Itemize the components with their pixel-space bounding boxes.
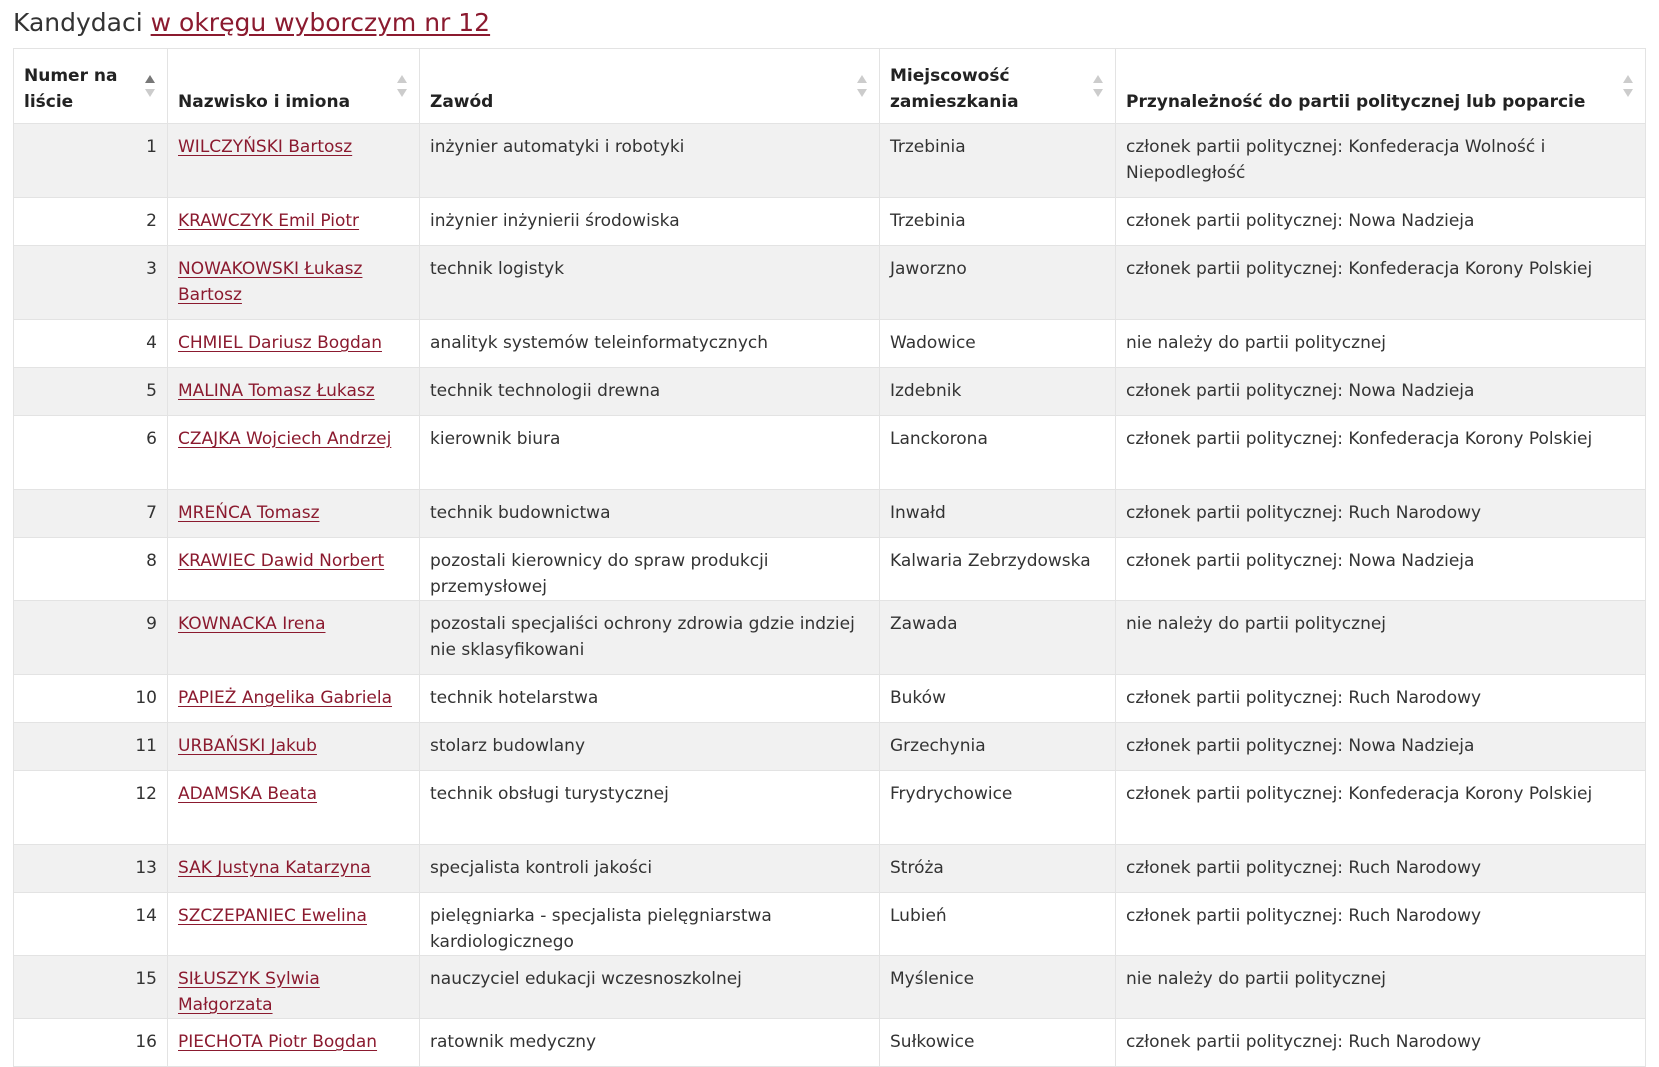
candidate-link[interactable]: MREŃCA Tomasz [178,503,320,523]
candidate-link[interactable]: PIECHOTA Piotr Bogdan [178,1032,378,1052]
table-row [14,723,1646,771]
cell-occupation: technik hotelarstwa [420,675,880,723]
cell-city: Inwałd [880,490,1116,538]
cell-number: 12 [14,771,168,845]
cell-number: 6 [14,416,168,490]
table-row [14,1019,1646,1067]
cell-name [168,320,420,368]
sort-icon[interactable] [397,75,407,97]
column-header-party[interactable] [1116,49,1646,124]
cell-party: członek partii politycznej: Ruch Narodowy [1116,1019,1646,1067]
candidate-link[interactable]: KOWNACKA Irena [178,614,326,634]
cell-number: 11 [14,723,168,771]
cell-city: Stróża [880,845,1116,893]
cell-name [168,368,420,416]
table-row [14,538,1646,601]
cell-occupation: pozostali kierownicy do spraw produkcji przemysłowej [420,538,880,601]
cell-city: Sułkowice [880,1019,1116,1067]
cell-party: członek partii politycznej: Ruch Narodowy [1116,845,1646,893]
column-header-party-label: Przynależność do partii politycznej lub poparcie [1126,92,1586,112]
cell-party: nie należy do partii politycznej [1116,320,1646,368]
table-row [14,845,1646,893]
cell-occupation: pozostali specjaliści ochrony zdrowia gdzie indziej nie sklasyfikowani [420,601,880,675]
cell-occupation: inżynier automatyki i robotyki [420,124,880,198]
cell-party: członek partii politycznej: Nowa Nadzieja [1116,368,1646,416]
cell-occupation: pielęgniarka - specjalista pielęgniarstwa kardiologicznego [420,893,880,956]
cell-number: 7 [14,490,168,538]
candidate-link[interactable]: SZCZEPANIEC Ewelina [178,906,367,926]
table-row [14,893,1646,956]
cell-name [168,124,420,198]
cell-occupation: technik obsługi turystycznej [420,771,880,845]
cell-party: członek partii politycznej: Konfederacja Korony Polskiej [1116,246,1646,320]
cell-party: członek partii politycznej: Konfederacja Korony Polskiej [1116,771,1646,845]
cell-party: nie należy do partii politycznej [1116,956,1646,1019]
cell-city: Lanckorona [880,416,1116,490]
column-header-number[interactable] [14,49,168,124]
candidate-link[interactable]: CHMIEL Dariusz Bogdan [178,333,382,353]
cell-name [168,956,420,1019]
cell-name [168,538,420,601]
cell-number: 14 [14,893,168,956]
table-row [14,416,1646,490]
table-row [14,490,1646,538]
table-header [14,49,1646,124]
candidate-link[interactable]: PAPIEŻ Angelika Gabriela [178,688,393,708]
column-header-occupation[interactable] [420,49,880,124]
cell-party: członek partii politycznej: Konfederacja Wolność i Niepodległość [1116,124,1646,198]
table-row [14,601,1646,675]
table-row [14,368,1646,416]
cell-city: Buków [880,675,1116,723]
cell-number: 8 [14,538,168,601]
column-header-occupation-label: Zawód [430,92,494,112]
column-header-name[interactable] [168,49,420,124]
cell-party: członek partii politycznej: Nowa Nadzieja [1116,538,1646,601]
candidate-link[interactable]: URBAŃSKI Jakub [178,736,317,756]
cell-city: Izdebnik [880,368,1116,416]
cell-party: członek partii politycznej: Nowa Nadzieja [1116,723,1646,771]
cell-occupation: technik budownictwa [420,490,880,538]
table-header-row [14,49,1646,124]
cell-number: 2 [14,198,168,246]
cell-occupation: specjalista kontroli jakości [420,845,880,893]
candidates-table [13,48,1646,1067]
cell-occupation: inżynier inżynierii środowiska [420,198,880,246]
district-link[interactable]: w okręgu wyborczym nr 12 [150,8,491,37]
cell-name [168,416,420,490]
cell-name [168,845,420,893]
cell-city: Zawada [880,601,1116,675]
column-header-name-label: Nazwisko i imiona [178,92,351,112]
cell-party: nie należy do partii politycznej [1116,601,1646,675]
sort-ascending-icon[interactable] [145,75,155,97]
cell-party: członek partii politycznej: Ruch Narodowy [1116,490,1646,538]
cell-name [168,771,420,845]
table-row [14,956,1646,1019]
candidate-link[interactable]: CZAJKA Wojciech Andrzej [178,429,392,449]
sort-icon[interactable] [857,75,867,97]
cell-number: 16 [14,1019,168,1067]
candidate-link[interactable]: KRAWIEC Dawid Norbert [178,551,385,571]
cell-city: Lubień [880,893,1116,956]
cell-name [168,1019,420,1067]
page-container [13,0,1645,1067]
table-body [14,124,1646,1067]
cell-city: Trzebinia [880,198,1116,246]
candidate-link[interactable]: NOWAKOWSKI Łukasz Bartosz [178,259,363,305]
cell-number: 4 [14,320,168,368]
cell-number: 10 [14,675,168,723]
page-title [13,0,1645,48]
column-header-number-label: Numer na liście [24,66,118,112]
cell-occupation: stolarz budowlany [420,723,880,771]
cell-name [168,246,420,320]
table-row [14,198,1646,246]
cell-number: 1 [14,124,168,198]
cell-city: Frydrychowice [880,771,1116,845]
sort-icon[interactable] [1623,75,1633,97]
table-row [14,771,1646,845]
cell-city: Grzechynia [880,723,1116,771]
column-header-city[interactable] [880,49,1116,124]
candidate-link[interactable]: ADAMSKA Beata [178,784,318,804]
cell-occupation: analityk systemów teleinformatycznych [420,320,880,368]
cell-number: 3 [14,246,168,320]
cell-occupation: technik technologii drewna [420,368,880,416]
cell-party: członek partii politycznej: Ruch Narodowy [1116,675,1646,723]
cell-party: członek partii politycznej: Konfederacja Korony Polskiej [1116,416,1646,490]
candidate-link[interactable]: KRAWCZYK Emil Piotr [178,211,360,231]
cell-name [168,675,420,723]
cell-name [168,601,420,675]
cell-occupation: nauczyciel edukacji wczesnoszkolnej [420,956,880,1019]
cell-city: Jaworzno [880,246,1116,320]
candidate-link[interactable]: SIŁUSZYK Sylwia Małgorzata [178,969,320,1015]
cell-number: 15 [14,956,168,1019]
table-row [14,124,1646,198]
cell-city: Myślenice [880,956,1116,1019]
cell-occupation: kierownik biura [420,416,880,490]
cell-occupation: technik logistyk [420,246,880,320]
table-row [14,675,1646,723]
column-header-city-label: Miejscowość zamieszkania [890,66,1019,112]
candidate-link[interactable]: SAK Justyna Katarzyna [178,858,371,878]
cell-city: Wadowice [880,320,1116,368]
cell-name [168,723,420,771]
cell-city: Trzebinia [880,124,1116,198]
sort-icon[interactable] [1093,75,1103,97]
cell-number: 13 [14,845,168,893]
cell-number: 5 [14,368,168,416]
candidate-link[interactable]: MALINA Tomasz Łukasz [178,381,375,401]
candidate-link[interactable]: WILCZYŃSKI Bartosz [178,137,353,157]
cell-city: Kalwaria Zebrzydowska [880,538,1116,601]
cell-name [168,198,420,246]
cell-occupation: ratownik medyczny [420,1019,880,1067]
table-row [14,320,1646,368]
table-row [14,246,1646,320]
page-title-prefix: Kandydaci [13,8,143,37]
cell-party: członek partii politycznej: Nowa Nadzieja [1116,198,1646,246]
cell-number: 9 [14,601,168,675]
cell-party: członek partii politycznej: Ruch Narodowy [1116,893,1646,956]
cell-name [168,490,420,538]
cell-name [168,893,420,956]
